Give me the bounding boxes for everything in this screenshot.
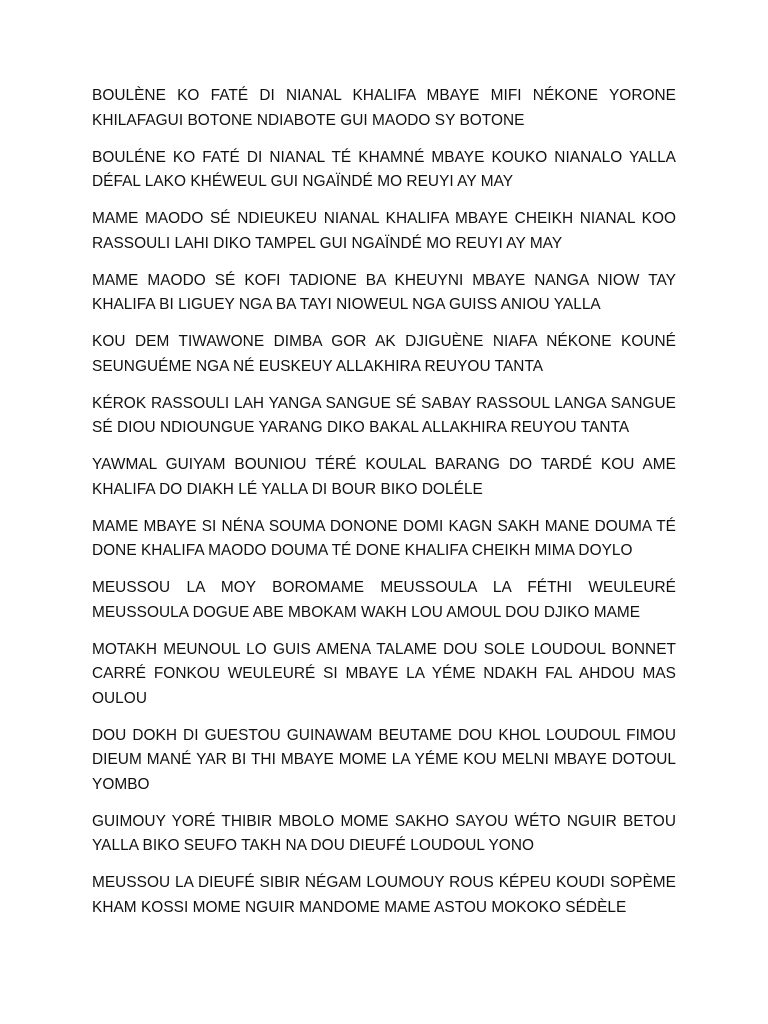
stanza-1: BOULÈNE KO FATÉ DI NIANAL KHALIFA MBAYE MIFI NÉKONE YORONE KHILAFAGUI BOTONE NDIABOTE GUI MAODO SY BOTONE (92, 87, 676, 129)
stanza-7: YAWMAL GUIYAM BOUNIOU TÉRÉ KOULAL BARANG DO TARDÉ KOU AME KHALIFA DO DIAKH LÉ YALLA DI BOUR BIKO DOLÉLE (92, 456, 676, 498)
stanza-10: MOTAKH MEUNOUL LO GUIS AMENA TALAME DOU SOLE LOUDOUL BONNET CARRÉ FONKOU WEULEURÉ SI MBAYE LA YÉME NDAKH FAL AHDOU MAS OULOU (92, 640, 676, 707)
stanza-4: MAME MAODO SÉ KOFI TADIONE BA KHEUYNI MBAYE NANGA NIOW TAY KHALIFA BI LIGUEY NGA BA TAYI NIOWEUL NGA GUISS ANIOU YALLA (92, 271, 676, 313)
stanza-6: KÉROK RASSOULI LAH YANGA SANGUE SÉ SABAY RASSOUL LANGA SANGUE SÉ DIOU NDIOUNGUE YARANG DIKO BAKAL ALLAKHIRA REUYOU TANTA (92, 394, 676, 436)
stanza-13: MEUSSOU LA DIEUFÉ SIBIR NÉGAM LOUMOUY ROUS KÉPEU KOUDI SOPÈME KHAM KOSSI MOME NGUIR MANDOME MAME ASTOU MOKOKO SÉDÈLE (92, 874, 676, 916)
stanza-8: MAME MBAYE SI NÉNA SOUMA DONONE DOMI KAGN SAKH MANE DOUMA TÉ DONE KHALIFA MAODO DOUMA TÉ DONE KHALIFA CHEIKH MIMA DOYLO (92, 517, 676, 559)
stanza-2: BOULÉNE KO FATÉ DI NIANAL TÉ KHAMNÉ MBAYE KOUKO NIANALO YALLA DÉFAL LAKO KHÉWEUL GUI NGAÏNDÉ MO REUYI AY MAY (92, 148, 676, 190)
stanza-3: MAME MAODO SÉ NDIEUKEU NIANAL KHALIFA MBAYE CHEIKH NIANAL KOO RASSOULI LAHI DIKO TAMPEL GUI NGAÏNDÉ MO REUYI AY MAY (92, 210, 676, 252)
document-page (92, 84, 676, 933)
stanza-5: KOU DEM TIWAWONE DIMBA GOR AK DJIGUÈNE NIAFA NÉKONE KOUNÉ SEUNGUÉME NGA NÉ EUSKEUY ALLAKHIRA REUYOU TANTA (92, 333, 676, 375)
stanza-11: DOU DOKH DI GUESTOU GUINAWAM BEUTAME DOU KHOL LOUDOUL FIMOU DIEUM MANÉ YAR BI THI MBAYE MOME LA YÉME KOU MELNI MBAYE DOTOUL YOMBO (92, 726, 676, 793)
stanza-9: MEUSSOU LA MOY BOROMAME MEUSSOULA LA FÉTHI WEULEURÉ MEUSSOULA DOGUE ABE MBOKAM WAKH LOU AMOUL DOU DJIKO MAME (92, 579, 676, 621)
stanza-12: GUIMOUY YORÉ THIBIR MBOLO MOME SAKHO SAYOU WÉTO NGUIR BETOU YALLA BIKO SEUFO TAKH NA DOU DIEUFÉ LOUDOUL YONO (92, 812, 676, 854)
